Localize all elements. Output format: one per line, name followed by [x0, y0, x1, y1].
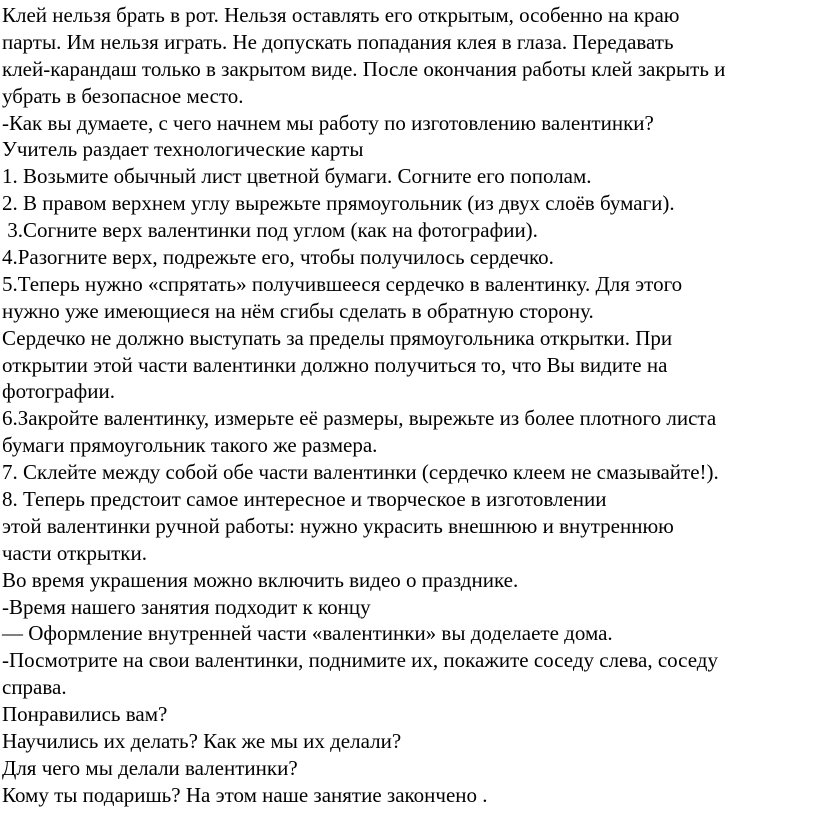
text-line: клей-карандаш только в закрытом виде. После окончания работы клей закрыть и — [2, 56, 726, 81]
text-line: Для чего мы делали валентинки? — [2, 755, 298, 780]
text-line: 5.Теперь нужно «спрятать» получившееся сердечко в валентинку. Для этого — [2, 271, 683, 296]
text-line: Сердечко не должно выступать за пределы прямоугольника открытки. При — [2, 325, 673, 350]
text-line: Учитель раздает технологические карты — [2, 137, 364, 162]
text-line: Кому ты подаришь? На этом наше занятие закончено . — [2, 782, 488, 807]
text-line: 1. Возьмите обычный лист цветной бумаги. Согните его пополам. — [2, 164, 592, 189]
text-line: Клей нельзя брать в рот. Нельзя оставлять его открытым, особенно на краю — [2, 3, 680, 27]
text-line: -Посмотрите на свои валентинки, поднимите их, покажите соседу слева, соседу — [2, 648, 718, 673]
text-line: справа. — [2, 675, 67, 700]
text-line: Научились их делать? Как же мы их делали? — [2, 729, 402, 754]
text-line: 7. Склейте между собой обе части валентинки (сердечко клеем не смазывайте!). — [2, 460, 719, 485]
text-line: 6.Закройте валентинку, измерьте её размеры, вырежьте из более плотного листа — [2, 406, 717, 431]
text-line: части открытки. — [2, 540, 147, 565]
text-line: парты. Им нельзя играть. Не допускать попадания клея в глаза. Передавать — [2, 29, 674, 54]
text-line: 3.Согните верх валентинки под углом (как на фотографии). — [2, 218, 538, 243]
text-line: фотографии. — [2, 379, 115, 404]
text-line: бумаги прямоугольник такого же размера. — [2, 433, 378, 458]
text-line: Понравились вам? — [2, 702, 168, 727]
text-line: 4.Разогните верх, подрежьте его, чтобы получилось сердечко. — [2, 245, 554, 270]
document-body — [2, 2, 814, 809]
text-line: открытии этой части валентинки должно получиться то, что Вы видите на — [2, 352, 668, 377]
text-line: 2. В правом верхнем углу вырежьте прямоугольник (из двух слоёв бумаги). — [2, 191, 675, 216]
text-line: нужно уже имеющиеся на нём сгибы сделать в обратную сторону. — [2, 298, 594, 323]
text-line: Во время украшения можно включить видео о празднике. — [2, 567, 519, 592]
text-line: убрать в безопасное место. — [2, 83, 244, 108]
text-line: — Оформление внутренней части «валентинки» вы доделаете дома. — [2, 621, 613, 646]
text-line: 8. Теперь предстоит самое интересное и творческое в изготовлении — [2, 487, 607, 512]
text-line: -Как вы думаете, с чего начнем мы работу по изготовлению валентинки? — [2, 110, 654, 135]
text-line: этой валентинки ручной работы: нужно украсить внешнюю и внутреннюю — [2, 513, 674, 538]
text-line: -Время нашего занятия подходит к концу — [2, 594, 371, 619]
